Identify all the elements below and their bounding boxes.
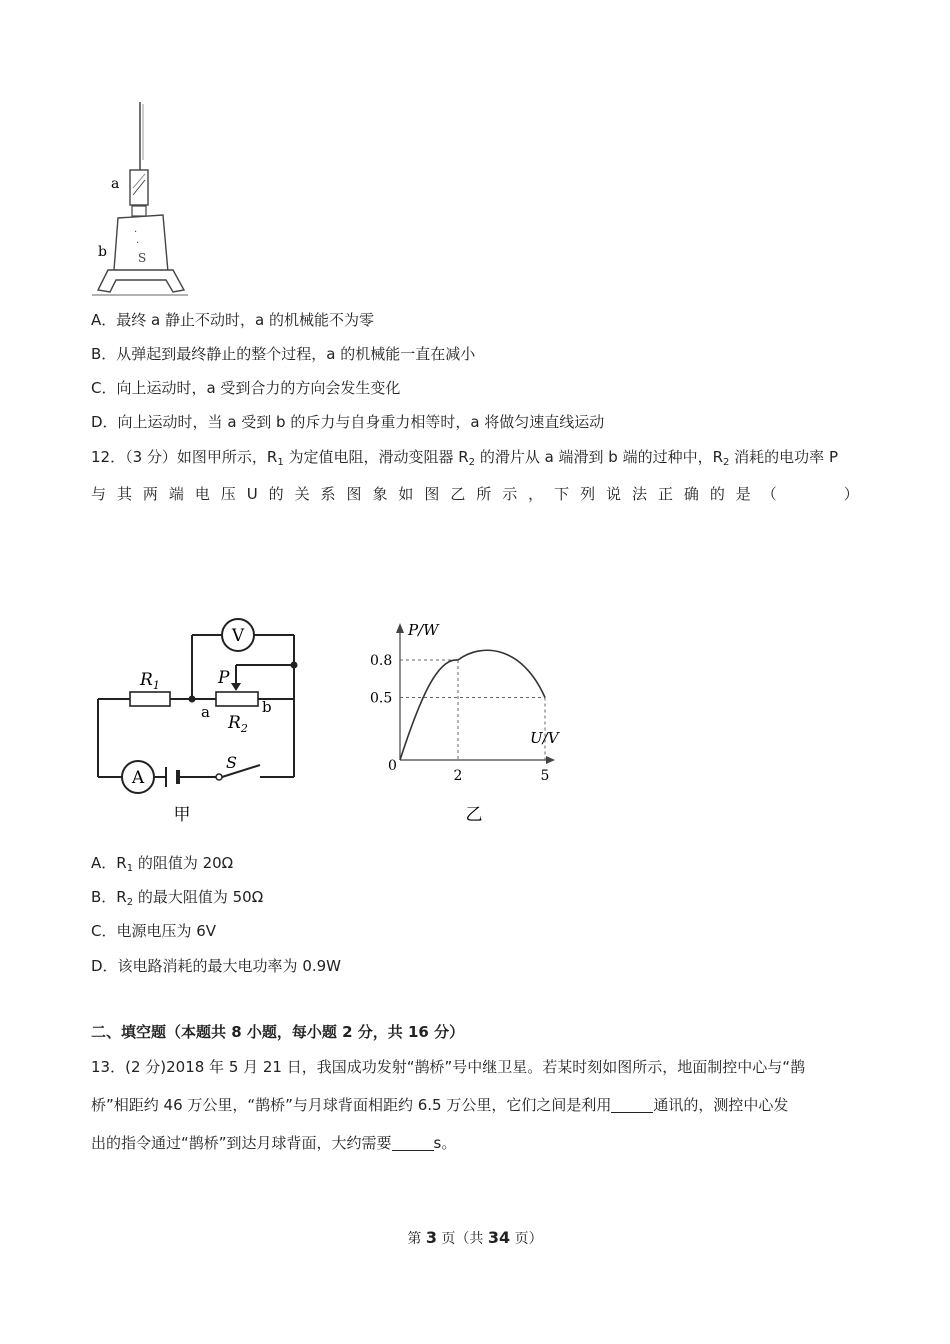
page-footer: 第 3 页（共 34 页） [407, 1228, 543, 1247]
stem-char: 关 [294, 485, 310, 503]
stem-char: 说 [606, 485, 622, 503]
q11-option-d: D．向上运动时，当 a 受到 b 的斥力与自身重力相等时，a 将做匀速直线运动 [91, 413, 605, 431]
stand-base [98, 270, 184, 292]
stem-char: 法 [631, 485, 647, 503]
stem-char: 乙 [450, 485, 466, 503]
svg-text:P: P [218, 668, 230, 688]
stem-char: 确 [683, 485, 699, 503]
q12-option-d: D．该电路消耗的最大电功率为 0.9W [91, 957, 342, 975]
stem-char: 两 [142, 485, 158, 503]
q13-line1: 13．(2 分)2018 年 5 月 21 日，我国成功发射“鹊桥”号中继卫星。若某时刻如图所示，地面制控中心与“鹊 [91, 1058, 806, 1076]
q12-option-b: B．$R_2$ 的最大阻值为 50Ω [91, 888, 264, 908]
q12-option-a: A．$R_1$ 的阻值为 20Ω [91, 854, 234, 874]
answer-blank-2[interactable] [392, 1134, 434, 1151]
stem-char: 端 [168, 485, 184, 503]
stem-char: 是 [735, 485, 751, 503]
stem-char: 压 [220, 485, 236, 503]
resistor-r1 [130, 692, 170, 706]
svg-text:a: a [201, 703, 210, 721]
q12-stem-line1: 12．（3 分）如图甲所示，$R_1$ 为定值电阻，滑动变阻器 $R_2$ 的滑片从 a 端滑到 b 端的过种中，$R_2$ 消耗的电功率 P [91, 448, 838, 468]
rheostat-r2 [216, 692, 258, 706]
svg-text:A: A [131, 768, 145, 788]
section-heading: 二、填空题（本题共 8 小题，每小题 2 分，共 16 分） [91, 1023, 465, 1041]
y-axis-label: P/W [408, 621, 439, 639]
stem-char: ） [843, 485, 859, 503]
stem-char: 象 [372, 485, 388, 503]
svg-text:R2: $R_2$ [228, 713, 248, 735]
circuit-diagram [88, 615, 308, 830]
stem-char: U [246, 485, 258, 503]
stem-char: 示 [502, 485, 518, 503]
stem-char: 其 [116, 485, 132, 503]
stem-char: （ [761, 485, 777, 503]
x-tick-label: 2 [453, 768, 463, 784]
stem-char: 系 [320, 485, 336, 503]
stem-char: 图 [424, 485, 440, 503]
svg-text:S: S [226, 753, 237, 772]
q11-option-b: B．从弹起到最终静止的整个过程，a 的机械能一直在减小 [91, 345, 476, 363]
svg-text:·: · [134, 227, 138, 238]
y-tick-label: 0.5 [370, 690, 393, 707]
stem-char: 与 [91, 485, 107, 503]
label-b: b [98, 244, 107, 260]
svg-text:R1: $R_1$ [140, 670, 160, 692]
q11-option-c: C．向上运动时，a 受到合力的方向会发生变化 [91, 379, 401, 397]
svg-text:b: b [262, 698, 272, 716]
graph-axes [400, 631, 548, 760]
stem-char: 列 [580, 485, 596, 503]
q13-line3: 出的指令通过“鹊桥”到达月球背面，大约需要 s。 [91, 1134, 457, 1152]
x-axis-label: U/V [530, 729, 559, 747]
q12-option-c: C．电源电压为 6V [91, 922, 217, 940]
power-curve [400, 650, 545, 760]
stem-char: 下 [554, 485, 570, 503]
stem-char: 正 [657, 485, 673, 503]
slider-arrow [231, 683, 241, 691]
svg-text:·: · [136, 238, 140, 249]
answer-blank-1[interactable] [611, 1096, 653, 1113]
stem-char: ， [528, 485, 544, 503]
q12-stem-line2 [91, 484, 859, 504]
pu-graph [360, 615, 565, 830]
stem-char: 的 [709, 485, 725, 503]
stem-char: 电 [194, 485, 210, 503]
caption-yi: 乙 [465, 805, 483, 825]
svg-text:V: V [231, 626, 245, 646]
stem-char: 的 [268, 485, 284, 503]
stem-char: 所 [476, 485, 492, 503]
origin-label: 0 [388, 758, 397, 774]
label-a: a [111, 176, 120, 192]
stem-char: 如 [398, 485, 414, 503]
magnet-figure [88, 100, 193, 300]
q11-option-a: A．最终 a 静止不动时，a 的机械能不为零 [91, 311, 374, 329]
svg-text:S: S [138, 251, 147, 265]
stem-char: 图 [346, 485, 362, 503]
q13-line2: 桥”相距约 46 万公里，“鹊桥”与月球背面相距约 6.5 万公里，它们之间是利用 通讯的，测控中心发 [91, 1096, 789, 1114]
x-tick-label: 5 [540, 768, 550, 784]
y-tick-label: 0.8 [370, 653, 393, 669]
caption-jia: 甲 [173, 805, 191, 825]
